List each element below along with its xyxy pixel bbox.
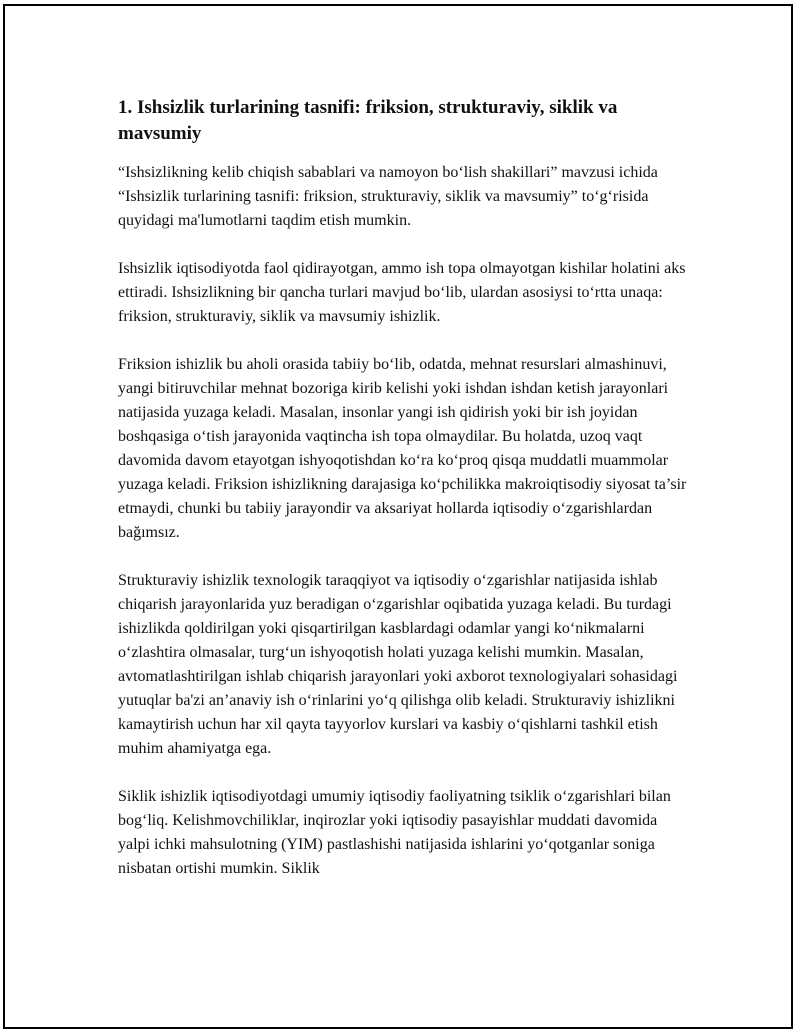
paragraph-definition: Ishsizlik iqtisodiyotda faol qidirayotgan, ammo ish topa olmayotgan kishilar holatini aks ettiradi. Ishsizlikning bir qancha turlari mavjud bo‘lib, ulardan asosiysi to‘rtta unaqa: friksion, strukturaviy, siklik va mavsumiy ishizlik. [118, 260, 686, 325]
paragraph-cyclical: Siklik ishizlik iqtisodiyotdagi umumiy iqtisodiy faoliyatning tsiklik o‘zgarishlari bilan bog‘liq. Kelishmovchiliklar, inqirozlar yoki iqtisodiy pasayishlar muddati davomida yalpi ichki mahsulotning (YIM) pastlashishi natijasida ishlarini yo‘qotganlar soniga nisbatan ortishi mumkin. Siklik [118, 788, 671, 877]
section-heading: 1. Ishsizlik turlarining tasnifi: friksion, strukturaviy, siklik va mavsumiy [118, 97, 618, 144]
paragraph-structural: Strukturaviy ishizlik texnologik taraqqiyot va iqtisodiy o‘zgarishlar natijasida ishlab chiqarish jarayonlarida yuz beradigan o‘zgarishlar oqibatida yuzaga keladi. Bu turdagi ishizlikda qoldirilgan yoki qisqartirilgan kasblardagi odamlar yangi ko‘nikmalarni o‘zlashtira olmasalar, turg‘un ishyoqotish holati yuzaga kelishi mumkin. Masalan, avtomatlashtirilgan ishlab chiqarish jarayonlari yoki axborot texnologiyalari sohasidagi yutuqlar ba'zi an’anaviy ish o‘rinlarini yo‘q qilishga olib keladi. Strukturaviy ishizlikni kamaytirish uchun har xil qayta tayyorlov kurslari va kasbiy o‘qishlarni tashkil etish muhim ahamiyatga ega. [118, 572, 678, 757]
paragraph-frictional: Friksion ishizlik bu aholi orasida tabiiy bo‘lib, odatda, mehnat resurslari almashinuvi, yangi bitiruvchilar mehnat bozoriga kirib kelishi yoki ishdan ishdan ketish jarayonlari natijasida yuzaga keladi. Masalan, insonlar yangi ish qidirish yoki bir ish joyidan boshqasiga o‘tish jarayonida vaqtincha ish topa olmaydilar. Bu holatda, uzoq vaqt davomida davom etayotgan ishyoqotishdan ko‘ra ko‘proq qisqa muddatli muammolar yuzaga keladi. Friksion ishizlikning darajasiga ko‘pchilikka makroiqtisodiy siyosat ta’sir etmaydi, chunki bu tabiiy jarayondir va aksariyat hollarda iqtisodiy o‘zgarishlardan bağımsız. [118, 356, 687, 541]
paragraph-intro: “Ishsizlikning kelib chiqish sabablari va namoyon bo‘lish shakillari” mavzusi ichida “Ishsizlik turlarining tasnifi: friksion, strukturaviy, siklik va mavsumiy” to‘g‘risida quyidagi ma'lumotlarni taqdim etish mumkin. [118, 164, 658, 229]
document-body [118, 95, 688, 905]
